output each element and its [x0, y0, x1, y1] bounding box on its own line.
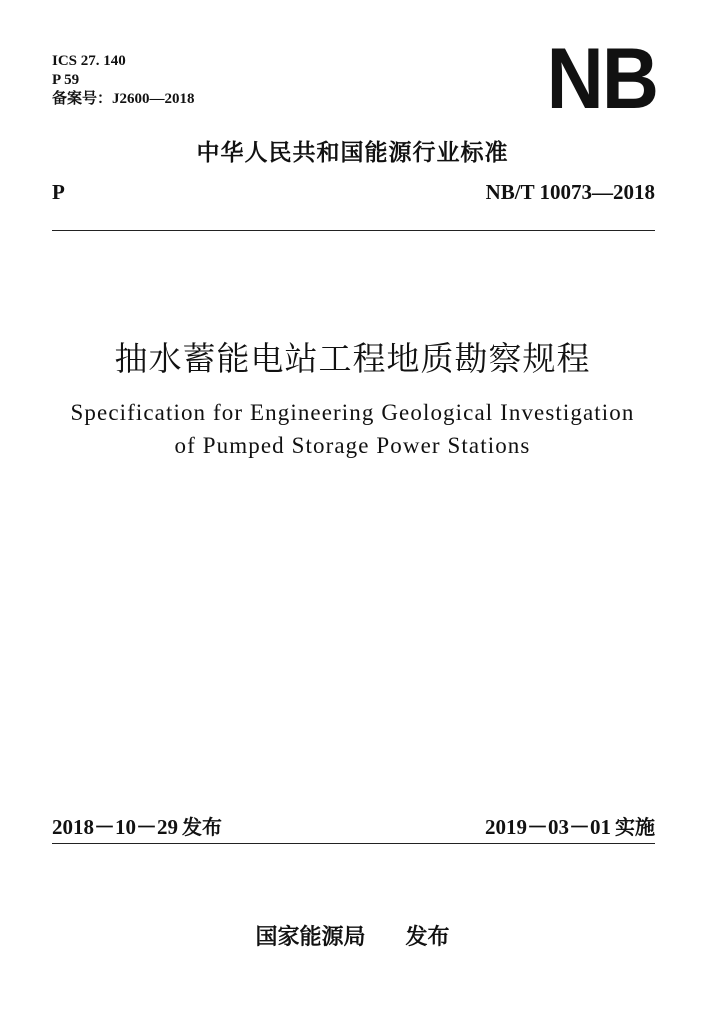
classification-row [52, 180, 655, 205]
industry-standard-title: 中华人民共和国能源行业标准 [196, 140, 509, 166]
publisher-action: 发布 [405, 925, 450, 950]
cover-metadata [52, 52, 195, 109]
filing-number: 备案号：J2600—2018 [52, 91, 195, 107]
dates-row [52, 811, 655, 841]
chinese-title: 抽水蓄能电站工程地质勘察规程 [114, 339, 591, 378]
issue-label: 发布 [182, 815, 222, 839]
publisher-line [0, 920, 705, 951]
issue-date: 2018－10－29 [52, 815, 178, 839]
effective-date: 2019－03－01 [485, 815, 611, 839]
english-title [0, 396, 705, 462]
issue-date-block [52, 811, 222, 841]
effective-label: 实施 [615, 815, 655, 839]
ics-code: ICS 27. 140 [52, 53, 126, 69]
classification-letter: P [52, 180, 65, 204]
english-title-line-2: of Pumped Storage Power Stations [174, 433, 531, 458]
top-divider [52, 230, 655, 231]
bottom-divider [52, 843, 655, 844]
effective-date-block [485, 811, 655, 841]
publisher-name: 国家能源局 [255, 925, 366, 950]
english-title-line-1: Specification for Engineering Geological Investigation [70, 400, 635, 425]
ccs-code: P 59 [52, 72, 80, 88]
nb-logo: NB [546, 31, 657, 127]
standard-number: NB/T 10073—2018 [485, 180, 655, 204]
